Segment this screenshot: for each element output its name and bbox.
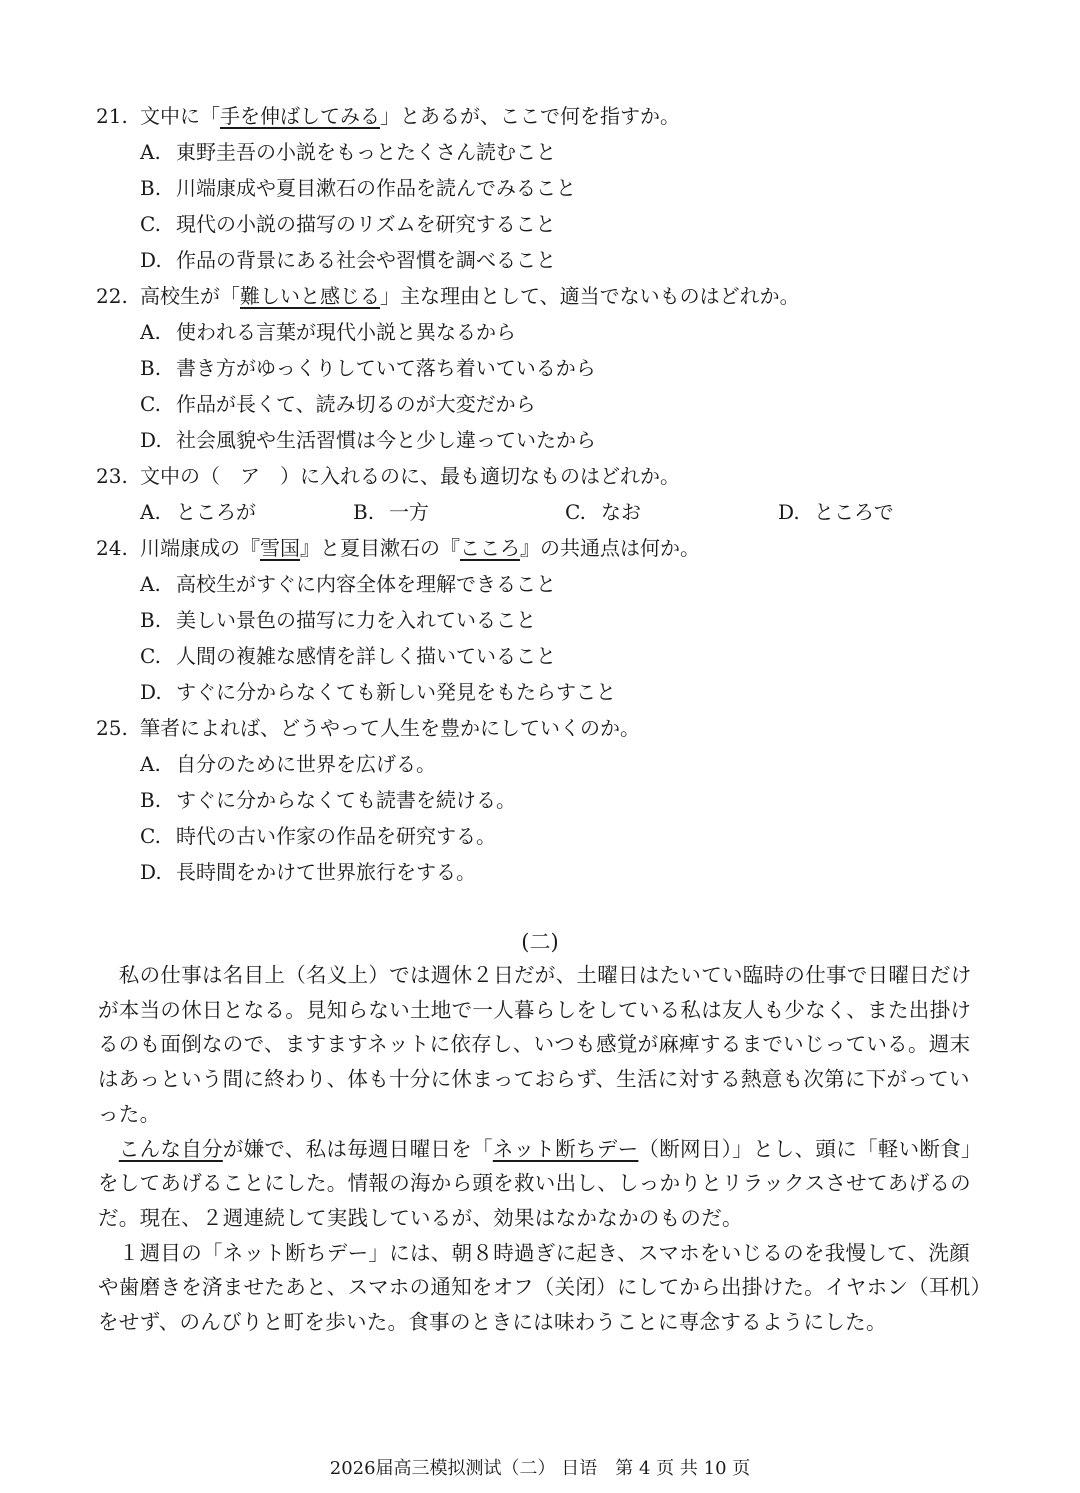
option-letter: A. <box>140 320 161 344</box>
option-text: 高校生がすぐに内容全体を理解できること <box>176 572 556 596</box>
question-number: 24. <box>96 536 128 560</box>
option-text: 東野圭吾の小説をもっとたくさん読むこと <box>176 140 556 164</box>
question-21-stem <box>96 104 680 128</box>
option-letter: A. <box>140 500 161 524</box>
question-22-option-c <box>140 392 536 416</box>
question-22-option-b <box>140 356 596 380</box>
option-text: 時代の古い作家の作品を研究する。 <box>176 824 496 848</box>
stem-text: 」主な理由として、適当でないものはどれか。 <box>380 284 800 308</box>
stem-text: 』の共通点は何か。 <box>520 536 700 560</box>
question-24-option-c <box>140 644 556 668</box>
underlined-phrase: 難しいと感じる <box>240 284 380 308</box>
option-text: 一方 <box>389 500 429 524</box>
underlined-phrase: 手を伸ばしてみる <box>220 104 380 128</box>
question-23-option-c <box>565 500 641 524</box>
question-22-option-d <box>140 428 596 452</box>
underlined-phrase: こんな自分 <box>118 1136 223 1161</box>
option-text: すぐに分からなくても読書を続ける。 <box>176 788 516 812</box>
stem-text: 筆者によれば、どうやって人生を豊かにしていくのか。 <box>140 716 640 740</box>
option-text: ところが <box>176 500 256 524</box>
option-letter: A. <box>140 752 161 776</box>
option-text: 長時間をかけて世界旅行をする。 <box>176 860 476 884</box>
section-title: (二) <box>521 930 559 954</box>
option-text: 作品の背景にある社会や習慣を調べること <box>176 248 556 272</box>
option-text: 美しい景色の描写に力を入れていること <box>176 608 536 632</box>
question-24-option-d <box>140 680 616 704</box>
option-letter: D. <box>140 248 162 272</box>
option-letter: B. <box>140 608 162 632</box>
question-23-option-b <box>353 500 429 524</box>
question-25-option-c <box>140 824 496 848</box>
option-letter: C. <box>140 212 161 236</box>
option-text: 現代の小説の描写のリズムを研究すること <box>176 212 556 236</box>
option-letter: C. <box>140 644 161 668</box>
question-25-option-a <box>140 752 436 776</box>
question-number: 21. <box>96 104 128 128</box>
underlined-phrase: ネット断ちデー <box>492 1136 639 1161</box>
stem-text: 文中に「 <box>140 104 220 128</box>
question-21-option-c <box>140 212 556 236</box>
underlined-phrase: 雪国 <box>260 536 300 560</box>
question-number: 22. <box>96 284 128 308</box>
question-25-option-d <box>140 860 476 884</box>
paragraph-text: （断网日）」とし、頭に「軽い断食」をしてあげることにした。情報の海から頭を救い出し、しっかりとリラックスさせてあげるのだ。現在、２週連続して実践しているが、効果はなかなかのものだ。 <box>98 1136 982 1230</box>
question-number: 25. <box>96 716 128 740</box>
option-text: すぐに分からなくても新しい発見をもたらすこと <box>176 680 616 704</box>
question-23-stem <box>96 464 680 488</box>
question-21-option-d <box>140 248 556 272</box>
option-letter: C. <box>140 824 161 848</box>
option-letter: C. <box>565 500 586 524</box>
option-letter: A. <box>140 140 161 164</box>
question-24-option-b <box>140 608 536 632</box>
paragraph-3: １週目の「ネット断ちデー」には、朝８時過ぎに起き、スマホをいじるのを我慢して、洗顔や歯磨きを済ませたあと、スマホの通知をオフ（关闭）にしてから出掛けた。イヤホン（耳机）をせず、のんびりと町を歩いた。食事のときには味わうことに専念するようにした。 <box>98 1240 982 1335</box>
option-letter: D. <box>778 500 800 524</box>
option-letter: B. <box>140 356 162 380</box>
paragraph-2 <box>98 1132 986 1236</box>
question-22-option-a <box>140 320 516 344</box>
stem-text: 文中の（ ア ）に入れるのに、最も適切なものはどれか。 <box>140 464 680 488</box>
question-24-stem <box>96 536 700 560</box>
option-letter: B. <box>140 788 162 812</box>
question-25-option-b <box>140 788 516 812</box>
option-letter: B. <box>353 500 375 524</box>
question-number: 23. <box>96 464 128 488</box>
option-letter: A. <box>140 572 161 596</box>
option-text: 使われる言葉が現代小説と異なるから <box>176 320 516 344</box>
option-text: 社会風貌や生活習慣は今と少し違っていたから <box>176 428 596 452</box>
paragraph-1: 私の仕事は名目上（名义上）では週休２日だが、土曜日はたいてい臨時の仕事で日曜日だけが本当の休日となる。見知らない土地で一人暮らしをしている私は友人も少なく、また出掛けるのも面倒なので、ますますネットに依存し、いつも感覚が麻痺するまでいじっている。週末はあっという間に終わり、体も十分に休まっておらず、生活に対する熱意も次第に下がっていった。 <box>98 963 972 1126</box>
underlined-phrase: こころ <box>460 536 520 560</box>
page-footer: 2026届高三模拟测试（二） 日语 第 4 页 共 10 页 <box>329 1458 751 1479</box>
stem-text: 高校生が「 <box>140 284 240 308</box>
option-letter: B. <box>140 176 162 200</box>
question-23-option-a <box>140 500 256 524</box>
option-text: 人間の複雑な感情を詳しく描いていること <box>176 644 556 668</box>
paragraph-text: が嫌で、私は毎週日曜日を「 <box>222 1136 493 1161</box>
option-letter: D. <box>140 860 162 884</box>
stem-text: 』と夏目漱石の『 <box>300 536 460 560</box>
question-23-option-d <box>778 500 894 524</box>
question-24-option-a <box>140 572 556 596</box>
option-text: ところで <box>814 500 894 524</box>
option-text: 自分のために世界を広げる。 <box>176 752 436 776</box>
question-25-stem <box>96 716 640 740</box>
question-21-option-a <box>140 140 556 164</box>
option-letter: C. <box>140 392 161 416</box>
passage <box>98 958 986 1340</box>
option-text: 作品が長くて、読み切るのが大変だから <box>176 392 536 416</box>
option-letter: D. <box>140 680 162 704</box>
stem-text: 」とあるが、ここで何を指すか。 <box>380 104 680 128</box>
question-21-option-b <box>140 176 576 200</box>
option-letter: D. <box>140 428 162 452</box>
option-text: 書き方がゆっくりしていて落ち着いているから <box>176 356 596 380</box>
option-text: 川端康成や夏目漱石の作品を読んでみること <box>176 176 576 200</box>
option-text: なお <box>601 500 641 524</box>
stem-text: 川端康成の『 <box>140 536 260 560</box>
question-22-stem <box>96 284 800 308</box>
